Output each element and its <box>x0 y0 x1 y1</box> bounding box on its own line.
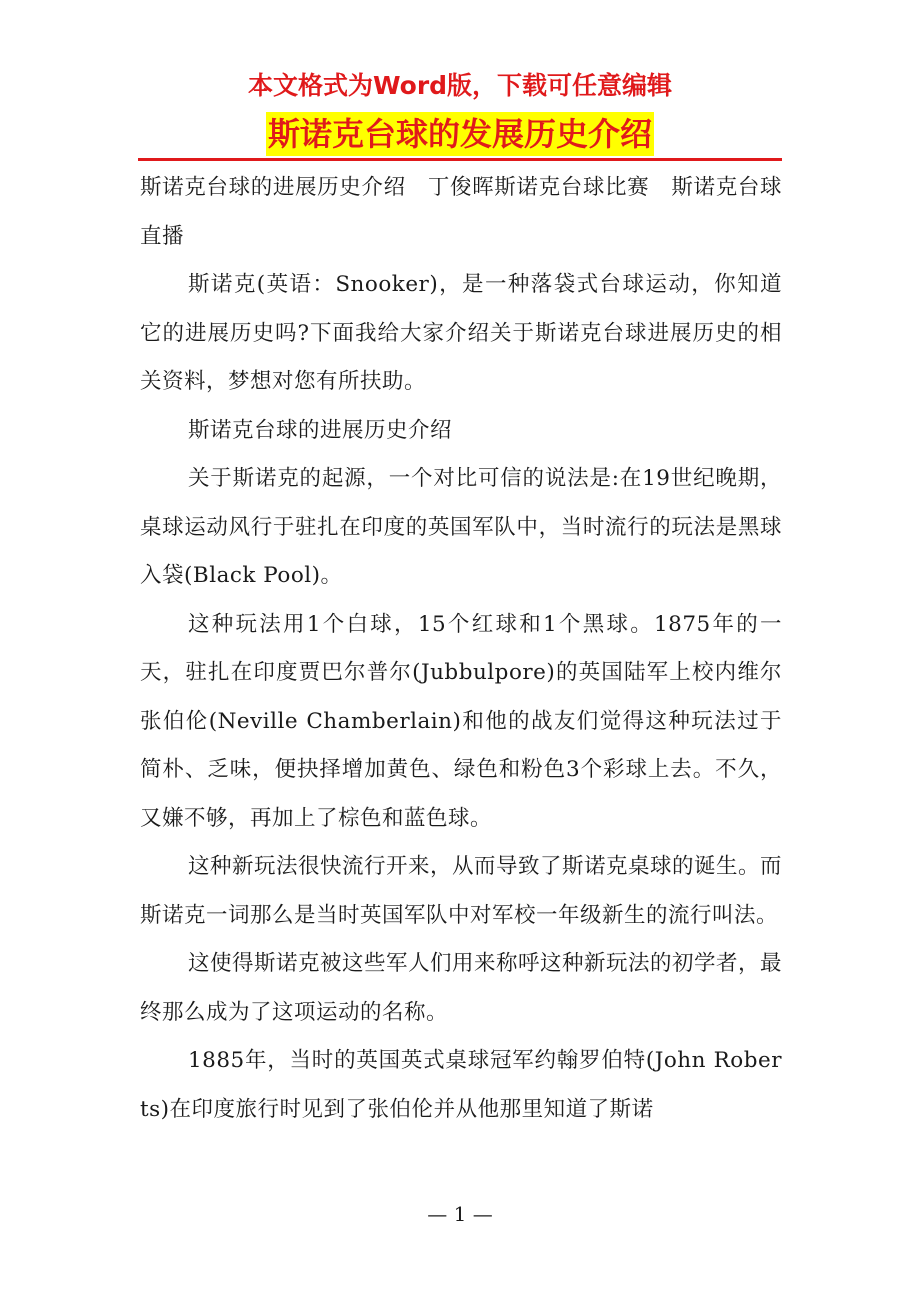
document-body <box>140 164 782 1184</box>
download-notice: 本文格式为Word版，下载可任意编辑 <box>247 71 673 100</box>
body-paragraph: 斯诺克台球的进展历史介绍 丁俊晖斯诺克台球比赛 斯诺克台球直播 <box>140 175 782 249</box>
body-paragraph: 这使得斯诺克被这些军人们用来称呼这种新玩法的初学者，最终那么成为了这项运动的名称。 <box>140 951 782 1025</box>
title-divider <box>138 158 782 161</box>
document-title-text: 斯诺克台球的发展历史介绍 <box>266 112 654 156</box>
body-paragraph: 这种玩法用1个白球，15个红球和1个黑球。1875年的一天，驻扎在印度贾巴尔普尔(Jubbulpore)的英国陆军上校内维尔张伯伦(Neville Chamberlain)和他的战友们觉得这种玩法过于简朴、乏味，便抉择增加黄色、绿色和粉色3个彩球上去。不久，又嫌不够，再加上了棕色和蓝色球。 <box>140 611 782 831</box>
body-paragraph: 关于斯诺克的起源，一个对比可信的说法是:在19世纪晚期，桌球运动风行于驻扎在印度的英国军队中，当时流行的玩法是黑球入袋(Black Pool)。 <box>140 466 782 588</box>
body-paragraph: 这种新玩法很快流行开来，从而导致了斯诺克桌球的诞生。而斯诺克一词那么是当时英国军队中对军校一年级新生的流行叫法。 <box>140 854 782 928</box>
document-title <box>0 112 920 163</box>
section-heading: 斯诺克台球的进展历史介绍 <box>188 417 453 443</box>
page-number: — 1 — <box>427 1202 493 1226</box>
body-paragraph: 斯诺克(英语：Snooker)，是一种落袋式台球运动，你知道它的进展历史吗?下面我给大家介绍关于斯诺克台球进展历史的相关资料，梦想对您有所扶助。 <box>140 272 782 394</box>
body-paragraph: 1885年，当时的英国英式桌球冠军约翰罗伯特(John Roberts)在印度旅行时见到了张伯伦并从他那里知道了斯诺 <box>140 1048 782 1122</box>
